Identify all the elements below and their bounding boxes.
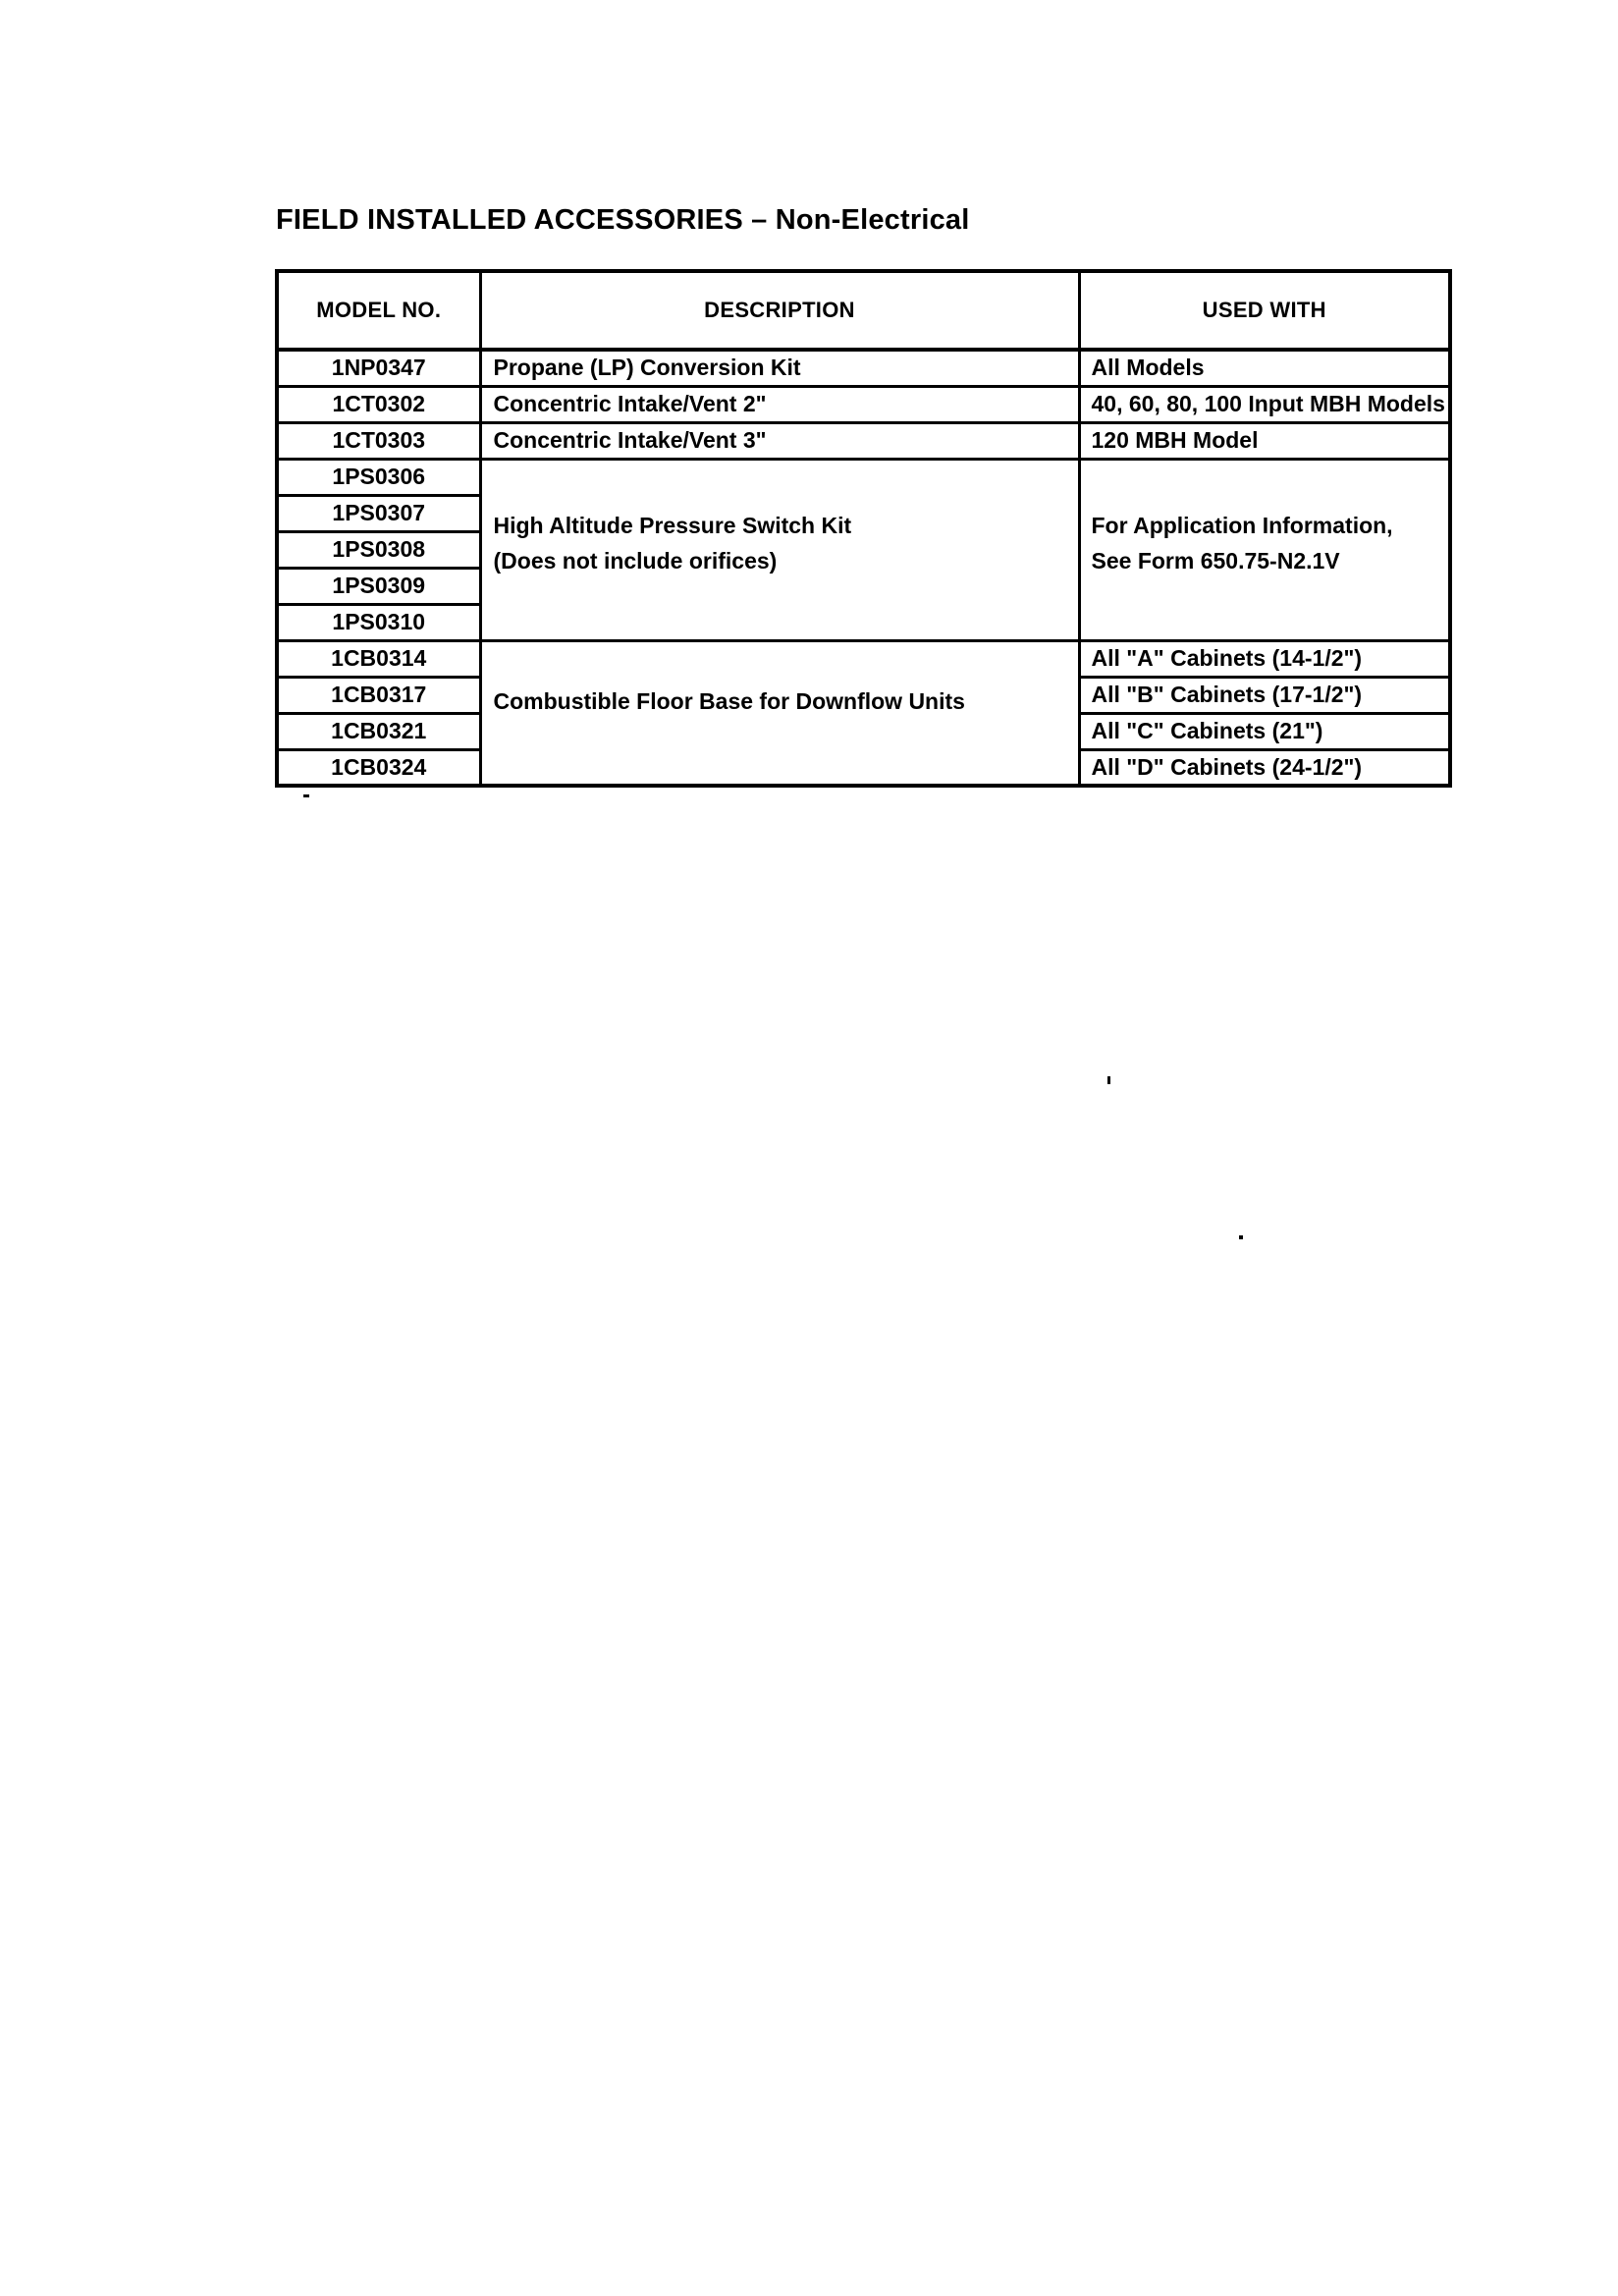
column-header-description: DESCRIPTION <box>480 271 1079 350</box>
model-cell: 1PS0306 <box>277 459 480 495</box>
used-with-cell <box>1079 749 1450 786</box>
model-cell: 1PS0308 <box>277 531 480 568</box>
description-cell: Concentric Intake/Vent 2" <box>480 386 1079 422</box>
model-cell: 1CB0314 <box>277 640 480 677</box>
description-cell: Propane (LP) Conversion Kit <box>480 350 1079 386</box>
model-cell: 1CT0302 <box>277 386 480 422</box>
table-row <box>277 386 1450 422</box>
cabinet-label: All "C" Cabinets <box>1091 718 1267 743</box>
model-cell: 1CB0324 <box>277 749 480 786</box>
used-with-cell <box>1079 677 1450 713</box>
table-row <box>277 350 1450 386</box>
scan-speck <box>1107 1076 1110 1084</box>
used-with-cell: 120 MBH Model <box>1079 422 1450 459</box>
page-title: FIELD INSTALLED ACCESSORIES – Non-Electrical <box>276 204 970 236</box>
cabinet-label: All "B" Cabinets <box>1091 682 1267 707</box>
used-with-cell: 40, 60, 80, 100 Input MBH Models <box>1079 386 1450 422</box>
model-cell: 1PS0310 <box>277 604 480 640</box>
used-with-cell <box>1079 713 1450 749</box>
cabinet-size: (21") <box>1271 718 1323 743</box>
model-cell: 1PS0309 <box>277 568 480 604</box>
description-line: (Does not include orifices) <box>493 547 778 574</box>
scan-speck <box>303 794 309 797</box>
description-line: Combustible Floor Base for Downflow Units <box>493 687 965 714</box>
cabinet-label: All "D" Cabinets <box>1091 753 1267 780</box>
model-cell: 1CB0317 <box>277 677 480 713</box>
cabinet-label: All "A" Cabinets <box>1091 645 1267 671</box>
used-with-line: See Form 650.75-N2.1V <box>1091 547 1340 574</box>
scan-speck <box>1239 1235 1243 1239</box>
table-header-row <box>277 271 1450 350</box>
description-cell-merged <box>480 459 1079 640</box>
column-header-model-no: MODEL NO. <box>277 271 480 350</box>
description-cell: Concentric Intake/Vent 3" <box>480 422 1079 459</box>
model-cell: 1CB0321 <box>277 713 480 749</box>
model-cell: 1NP0347 <box>277 350 480 386</box>
cabinet-size: (14-1/2") <box>1271 645 1363 671</box>
model-cell: 1PS0307 <box>277 495 480 531</box>
table-row <box>277 459 1450 495</box>
description-line: High Altitude Pressure Switch Kit <box>493 512 852 538</box>
description-cell-merged <box>480 640 1079 786</box>
table-row <box>277 640 1450 677</box>
used-with-cell-merged <box>1079 459 1450 640</box>
table-row <box>277 422 1450 459</box>
accessories-table <box>275 269 1452 788</box>
cabinet-size: (24-1/2") <box>1271 753 1363 780</box>
column-header-used-with: USED WITH <box>1079 271 1450 350</box>
cabinet-size: (17-1/2") <box>1271 682 1363 707</box>
model-cell: 1CT0303 <box>277 422 480 459</box>
used-with-line: For Application Information, <box>1091 512 1393 538</box>
used-with-cell <box>1079 640 1450 677</box>
used-with-cell: All Models <box>1079 350 1450 386</box>
